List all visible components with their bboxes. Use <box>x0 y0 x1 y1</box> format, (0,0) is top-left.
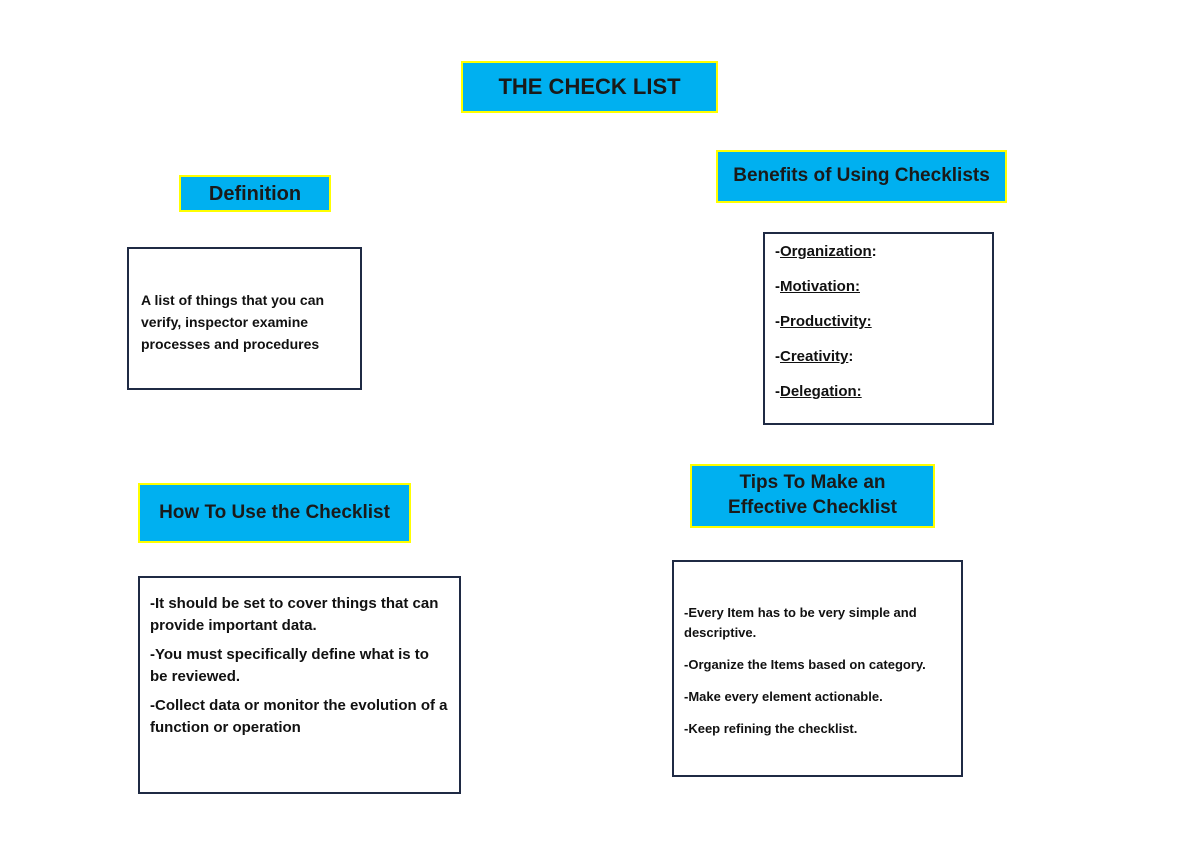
definition-box <box>127 247 362 390</box>
benefits-box <box>763 232 994 425</box>
tips-heading-line1: Tips To Make an <box>739 472 886 494</box>
how-to-use-heading-text: How To Use the Checklist <box>159 501 390 523</box>
benefit-item: -Motivation: <box>775 278 860 295</box>
how-to-use-box <box>138 576 461 794</box>
tips-heading <box>690 464 935 528</box>
definition-text: A list of things that you can verify, inspector examine processes and procedures <box>141 292 325 352</box>
benefits-heading-text: Benefits of Using Checklists <box>733 165 990 187</box>
definition-heading-text: Definition <box>208 182 302 205</box>
tips-item: -Organize the Items based on category. <box>684 657 926 672</box>
tips-box <box>672 560 963 777</box>
how-to-use-item: -Collect data or monitor the evolution of a function or operation <box>150 697 448 736</box>
definition-heading <box>179 175 331 212</box>
benefit-item: -Organization: <box>775 243 877 260</box>
benefit-item: -Creativity: <box>775 348 854 365</box>
benefit-item: -Delegation: <box>775 383 862 400</box>
tips-item: -Every Item has to be very simple and descriptive. <box>684 605 917 640</box>
benefit-item: -Productivity: <box>775 313 872 330</box>
how-to-use-item: -It should be set to cover things that can provide important data. <box>150 595 439 634</box>
how-to-use-item: -You must specifically define what is to be reviewed. <box>150 646 429 685</box>
tips-item: -Keep refining the checklist. <box>684 721 858 736</box>
tips-item: -Make every element actionable. <box>684 689 883 704</box>
page-title <box>461 61 718 113</box>
benefits-heading <box>716 150 1007 203</box>
tips-heading-line2: Effective Checklist <box>728 497 897 518</box>
page-title-text: THE CHECK LIST <box>498 73 681 99</box>
how-to-use-heading <box>138 483 411 543</box>
